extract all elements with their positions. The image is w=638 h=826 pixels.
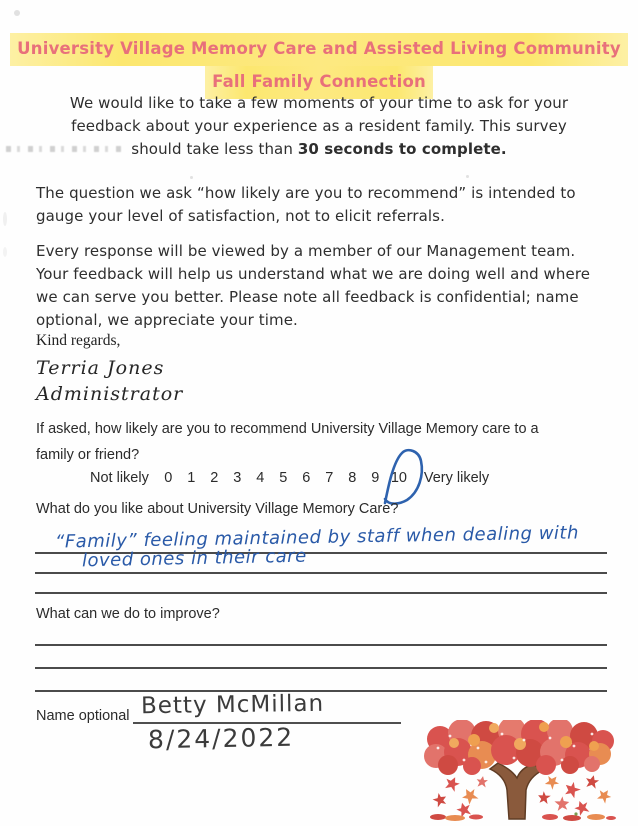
- answer-line: [35, 574, 607, 594]
- name-field-line: [133, 690, 401, 724]
- handwritten-name: Betty McMillan: [140, 690, 324, 720]
- scale-value-8: 8: [348, 470, 357, 486]
- name-field: [36, 690, 401, 724]
- scale-high-label: Very likely: [423, 470, 490, 486]
- scale-value-3: 3: [233, 470, 242, 486]
- recommend-scale: [90, 470, 489, 486]
- regards-text: Kind regards,: [36, 332, 121, 349]
- scan-edge-mark: [3, 212, 7, 226]
- answer-line: [35, 624, 607, 646]
- scale-value-2: 2: [210, 470, 219, 486]
- scale-value-0: 0: [164, 470, 173, 486]
- document-title: [0, 33, 638, 99]
- answer-line: [35, 646, 607, 669]
- autumn-tree-illustration: [424, 720, 616, 822]
- title-line-2: Fall Family Connection: [205, 66, 433, 99]
- scale-value-10-selected: [391, 470, 406, 486]
- scan-speck: [14, 10, 20, 16]
- scale-value-6: 6: [302, 470, 311, 486]
- scale-value-7: 7: [325, 470, 334, 486]
- scale-value-5: 5: [279, 470, 288, 486]
- handwritten-date: 8/24/2022: [147, 722, 295, 755]
- response-paragraph: Every response will be viewed by a member of our Management team. Your feedback will help us understand what we are doing well and where we can serve you better. Please note all feedback is confidential; name optional, we appreciate your time.: [36, 242, 591, 329]
- question1-answer-lines: [35, 522, 607, 594]
- scan-speck: [190, 176, 193, 179]
- scale-value-1: 1: [187, 470, 196, 486]
- scan-speck: [466, 175, 469, 178]
- name-field-label: Name optional: [36, 708, 130, 724]
- intro-paragraph: [58, 92, 580, 161]
- scale-value-10: 10: [390, 470, 407, 486]
- scale-value-4: 4: [256, 470, 265, 486]
- intro-bold-text: 30 seconds to complete.: [297, 140, 507, 158]
- scale-low-label: Not likely: [90, 470, 149, 486]
- handwritten-answer-line-1: “Family” feeling maintained by staff when dealing with: [54, 522, 580, 553]
- signature-title: Administrator: [36, 383, 184, 405]
- tree-canopy: [424, 720, 614, 775]
- gauge-paragraph: The question we ask “how likely are you to recommend” is intended to gauge your level of satisfaction, not to elicit referrals.: [36, 184, 576, 225]
- scale-value-9: 9: [371, 470, 380, 486]
- tree-trunk: [490, 763, 543, 819]
- intro-text: We would like to take a few moments of your time to ask for your feedback about your experience as a resident family. This survey should take less than: [69, 94, 569, 158]
- question2-label: What can we do to improve?: [36, 606, 220, 622]
- handwritten-answer-line-2: loved ones in their care: [81, 545, 307, 572]
- signature-name: Terria Jones: [36, 357, 165, 379]
- question1-label: What do you like about University Village Memory Care?: [36, 501, 399, 517]
- answer-line: [35, 669, 607, 692]
- recommend-question: If asked, how likely are you to recommend University Village Memory care to a family or friend?: [36, 421, 539, 463]
- question2-answer-lines: [35, 624, 607, 692]
- scan-edge-mark: [3, 247, 7, 257]
- title-line-1: University Village Memory Care and Assisted Living Community: [10, 33, 628, 66]
